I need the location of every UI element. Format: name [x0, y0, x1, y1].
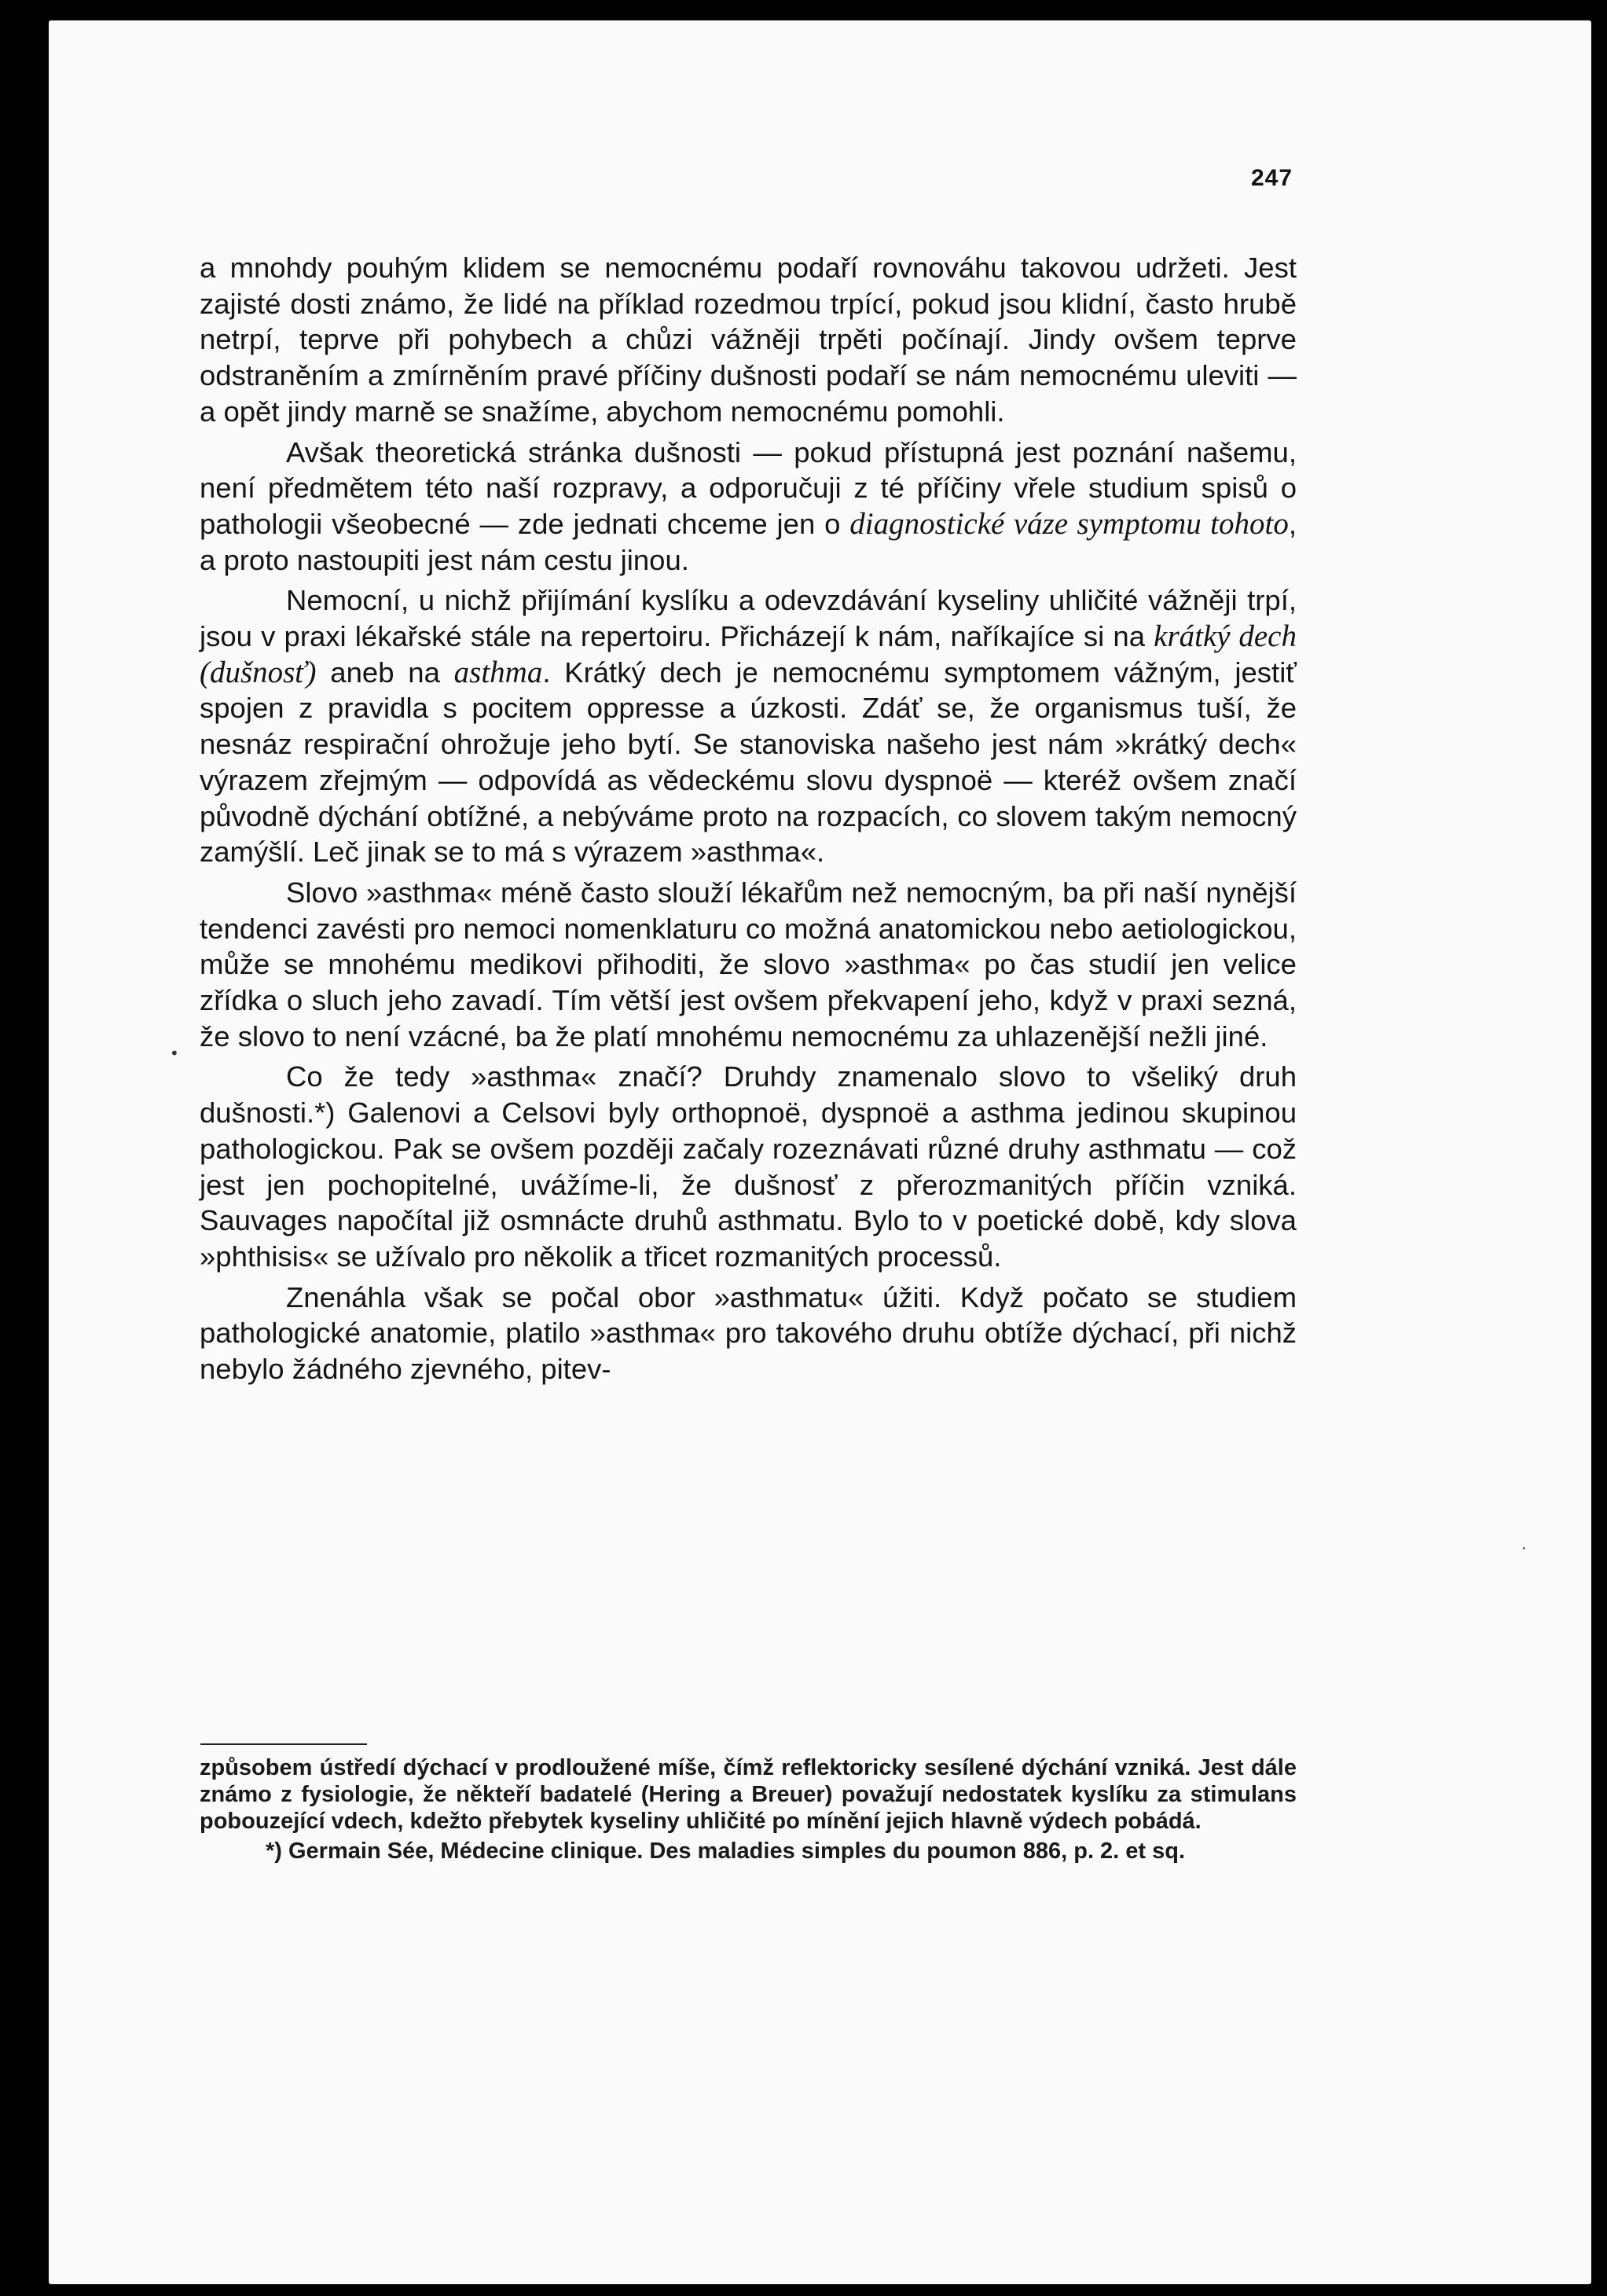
paragraph-2: Avšak theoretická stránka dušnosti — pokud přístupná jest poznání našemu, není předmětem této naší rozpravy, a odporučuji z té příčiny vřele studium spisů o pathologii všeobecné — zde jednati chceme jen o diagnostické váze symptomu tohoto, a proto nastoupiti jest nám cestu jinou. [200, 435, 1297, 576]
scan-speck-mark: • [170, 1044, 179, 1063]
paragraph-1: a mnohdy pouhým klidem se nemocnému podaří rovnováhu takovou udržeti. Jest zajisté dosti známo, že lidé na příklad rozedmou trpící, pokud jsou klidní, často hrubě netrpí, teprve při pohybech a chůzi vážněji trpěti počínají. Jindy ovšem teprve odstraněním a zmírněním pravé příčiny dušnosti podaří se nám nemocnému uleviti — a opět jindy marně se snažíme, abychom nemocnému pomohli. [200, 252, 1297, 428]
emphasis-short-breath: krátký dech (dušnosť) [200, 619, 1297, 689]
paragraph-5: Co že tedy »asthma« značí? Druhdy znamenalo slovo to všeliký druh dušnosti.*) Galenovi a Celsovi byly orthopnoë, dyspnoë a asthma jedinou skupinou pathologickou. Pak se ovšem později začaly rozeznávati různé druhy asthmatu — což jest jen pochopitelné, uvážíme-li, že dušnosť z přerozmanitých příčin vzniká. Sauvages napočítal již osmnácte druhů asthmatu. Bylo to v poetické době, kdy slova »phthisis« se užívalo pro několik a třicet rozmanitých processů. [200, 1060, 1297, 1273]
paragraph-4: Slovo »asthma« méně často slouží lékařům než nemocným, ba při naší nynější tendenci zavésti pro nemoci nomenklaturu co možná anatomickou nebo aetiologickou, může se mnohému medikovi přihoditi, že slovo »asthma« po čas studií jen velice zřídka o sluch jeho zavadí. Tím větší jest ovšem překvapení jeho, když v praxi sezná, že slovo to není vzácné, ba že platí mnohému nemocnému za uhlazenější nežli jiné. [200, 876, 1297, 1052]
page-number: 247 [1251, 165, 1293, 191]
emphasis-asthma: asthma [453, 655, 543, 689]
footnote-1: *) Germain Sée, Médecine clinique. Des maladies simples du poumon 886, p. 2. et sq. [266, 1839, 1186, 1864]
scan-speck-mark: · [1521, 1539, 1527, 1558]
footnote-continuation: způsobem ústředí dýchací v prodloužené míše, čímž reflektoricky sesílené dýchání vzniká. Jest dále známo z fysiologie, že někteří badatelé (Hering a Breuer) považují nedostatek kyslíku za stimulans pobouzející vdech, kdežto přebytek kyseliny uhličité po mínění jejich hlavně výdech pobádá. [200, 1755, 1297, 1834]
paragraph-3: Nemocní, u nichž přijímání kyslíku a odevzdávání kyseliny uhličité vážněji trpí, jsou v praxi lékařské stále na repertoiru. Přicházejí k nám, naříkajíce si na krátký dech (dušnosť) aneb na asthma. Krátký dech je nemocnému symptomem vážným, jestiť spojen z pravidla s pocitem oppresse a úzkosti. Zdáť se, že organismus tuší, že nesnáz respirační ohrožuje jeho bytí. Se stanoviska našeho jest nám »krátký dech« výrazem zřejmým — odpovídá as vědeckému slovu dyspnoë — kteréž ovšem značí původně dýchání obtížné, a nebýváme proto na rozpacích, co slovem takým nemocný zamýšlí. Leč jinak se to má s výrazem »asthma«. [200, 584, 1297, 869]
main-text [200, 250, 1297, 1387]
footnote-divider [200, 1743, 367, 1745]
paragraph-6: Znenáhla však se počal obor »asthmatu« úžiti. Když počato se studiem pathologické anatomie, platilo »asthma« pro takového druhu obtíže dýchací, při nichž nebylo žádného zjevného, pitev- [200, 1280, 1297, 1386]
footnotes [200, 1754, 1297, 1864]
emphasis-diagnostic-weight: diagnostické váze symptomu tohoto [849, 506, 1289, 541]
